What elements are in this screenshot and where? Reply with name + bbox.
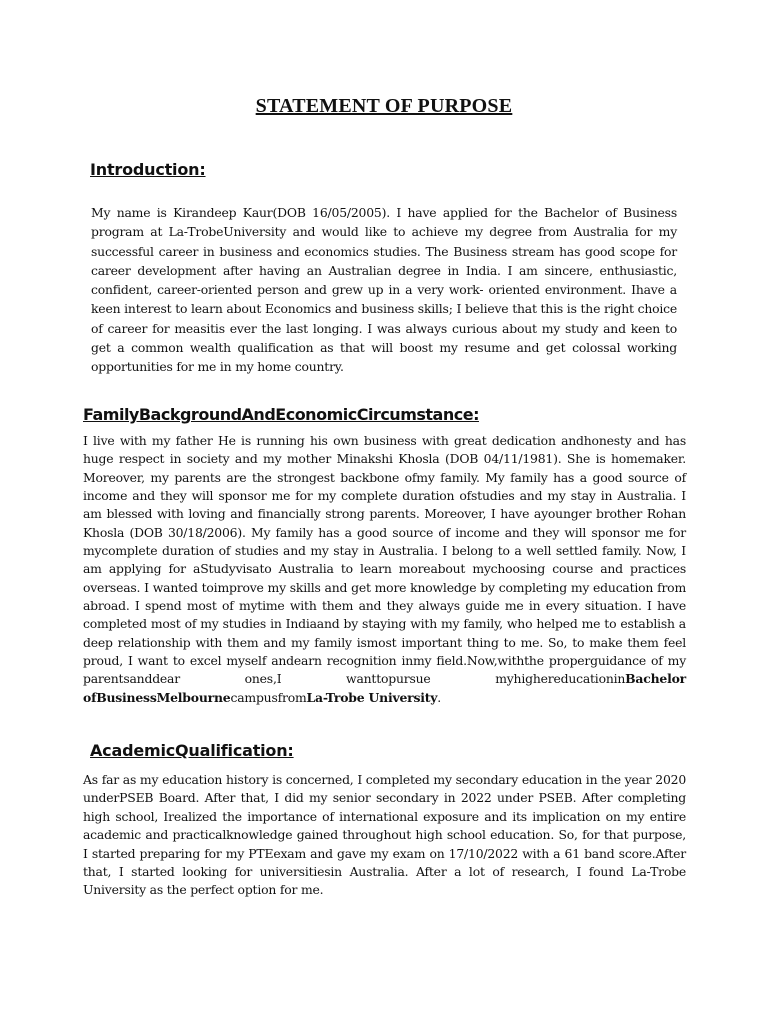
program-name: Bachelor ofBusinessMelbourne <box>83 671 686 705</box>
family-body-mid: campusfrom <box>230 689 307 705</box>
page-title: STATEMENT OF PURPOSE <box>255 95 513 117</box>
section-heading-family-background: FamilyBackgroundAndEconomicCircumstance: <box>83 405 479 424</box>
section-body-introduction: My name is Kirandeep Kaur(DOB 16/05/2005). I have applied for the Bachelor of Business program at La-TrobeUniversity and would like to achieve my degree from Australia for my successful career in business and economics studies. The Business stream has good scope for career development after having an Australian degree in India. I am sincere, enthusiastic, confident, career-oriented person and grew up in a very work- oriented environment. Ihave a keen interest to learn about Economics and business skills; I believe that this is the right choice of career for measitis ever the last longing. I was always curious about my study and keen to get a common wealth qualification as that will boost my resume and get colossal working opportunities for me in my home country. <box>91 205 677 375</box>
section-body-academic-qualification: As far as my education history is concerned, I completed my secondary education in the year 2020 underPSEB Board. After that, I did my senior secondary in 2022 under PSEB. After completing high school, Irealized the importance of international exposure and its implication on my entire academic and practicalknowledge gained throughout high school education. So, for that purpose, I started preparing for my PTEexam and gave my exam on 17/10/2022 with a 61 band score.After that, I started looking for universitiesin Australia. After a lot of research, I found La-Trobe University as the perfect option for me. <box>83 772 686 898</box>
section-heading-academic-qualification: AcademicQualification: <box>90 741 294 760</box>
section-body-family-background <box>83 432 686 707</box>
family-body-text: I live with my father He is running his own business with great dedication andhonesty and has huge respect in society and my mother Minakshi Khosla (DOB 04/11/1981). She is homemaker. Moreover, my parents are the strongest backbone ofmy family. My family has a good source of income and they will sponsor me for my complete duration ofstudies and my stay in Australia. I am blessed with loving and financially strong parents. Moreover, I have ayounger brother Rohan Khosla (DOB 30/18/2006). My family has a good source of income and they will sponsor me for mycomplete duration of studies and my stay in Australia. I belong to a well settled family. Now, I am applying for aStudyvisato Australia to learn moreabout mychoosing course and practices overseas. I wanted toimprove my skills and get more knowledge by completing my education from abroad. I spend most of mytime with them and they always guide me in every situation. I have completed most of my studies in Indiaand by staying with my family, who helped me to establish a deep relationship with them and my family ismost important thing to me. So, to make them feel proud, I want to excel myself andearn recognition inmy field.Now,withthe properguidance of my parentsanddear ones,I wanttopursue myhighereducationin <box>83 433 686 687</box>
family-body-end: . <box>437 689 442 705</box>
section-heading-introduction: Introduction: <box>90 160 206 179</box>
university-name: La-Trobe University <box>306 689 438 705</box>
